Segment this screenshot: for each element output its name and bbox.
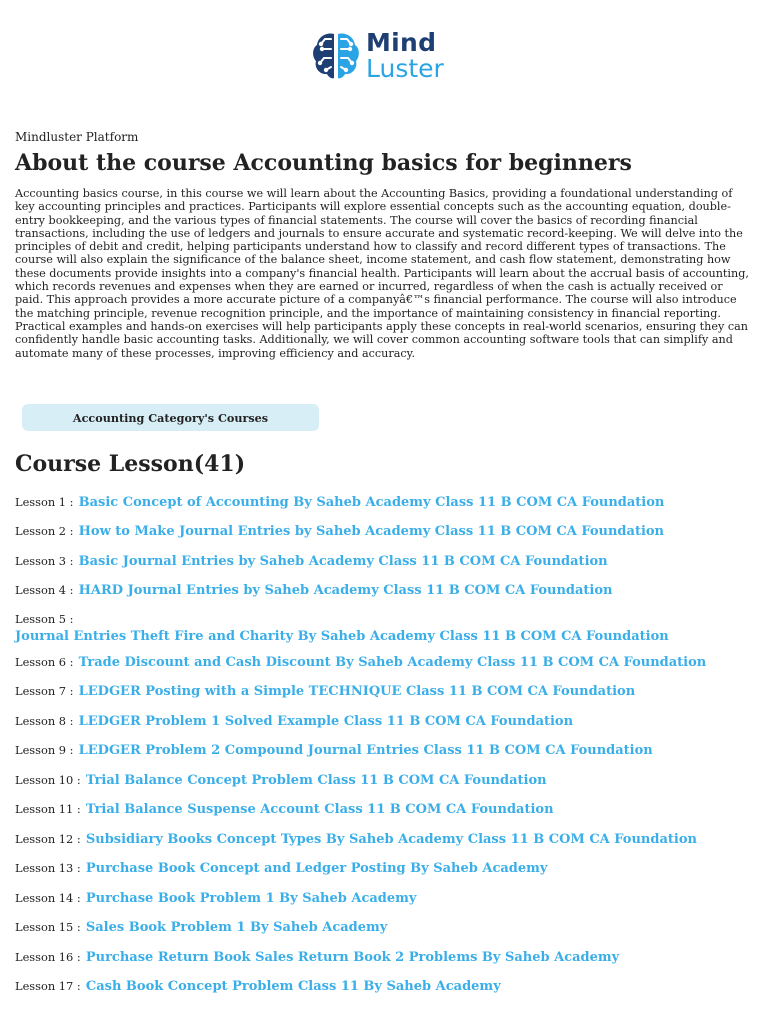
lesson-number: Lesson 8 : <box>15 714 74 728</box>
lesson-number: Lesson 1 : <box>15 495 74 509</box>
lesson-number: Lesson 12 : <box>15 832 81 846</box>
lesson-link[interactable]: Purchase Book Concept and Ledger Posting By Saheb Academy <box>85 861 548 876</box>
lesson-number: Lesson 2 : <box>15 524 74 538</box>
logo-wordmark <box>366 27 444 83</box>
brain-circuit-icon <box>311 29 361 81</box>
lesson-link[interactable]: Sales Book Problem 1 By Saheb Academy <box>85 920 388 935</box>
platform-label: Mindluster Platform <box>15 130 139 144</box>
lesson-item <box>15 798 554 817</box>
page-title: About the course Accounting basics for beginners <box>15 150 632 176</box>
lesson-item <box>15 975 501 994</box>
lesson-number: Lesson 15 : <box>15 920 81 934</box>
mindluster-logo[interactable] <box>311 26 461 84</box>
lesson-link[interactable]: LEDGER Problem 2 Compound Journal Entries Class 11 B COM CA Foundation <box>78 743 653 758</box>
lesson-link[interactable]: HARD Journal Entries by Saheb Academy Class 11 B COM CA Foundation <box>78 583 613 598</box>
lesson-item <box>15 491 664 510</box>
lesson-link[interactable]: Trial Balance Suspense Account Class 11 B COM CA Foundation <box>85 802 554 817</box>
lesson-item <box>15 769 547 788</box>
lesson-item <box>15 550 608 569</box>
lesson-link[interactable]: Trial Balance Concept Problem Class 11 B COM CA Foundation <box>85 773 547 788</box>
lesson-link[interactable]: Subsidiary Books Concept Types By Saheb Academy Class 11 B COM CA Foundation <box>85 832 697 847</box>
logo-word-mind: Mind <box>366 27 437 57</box>
lesson-number: Lesson 11 : <box>15 802 81 816</box>
lesson-number: Lesson 14 : <box>15 891 81 905</box>
lesson-item <box>15 680 635 699</box>
lesson-link[interactable]: Basic Journal Entries by Saheb Academy Class 11 B COM CA Foundation <box>78 554 608 569</box>
lesson-item <box>15 651 706 670</box>
logo-word-luster: Luster <box>366 53 444 83</box>
lesson-number: Lesson 13 : <box>15 861 81 875</box>
lesson-item <box>15 739 653 758</box>
lesson-number: Lesson 6 : <box>15 655 74 669</box>
lesson-link[interactable]: Journal Entries Theft Fire and Charity By Saheb Academy Class 11 B COM CA Foundation <box>15 629 669 644</box>
lesson-number: Lesson 16 : <box>15 950 81 964</box>
lesson-number: Lesson 4 : <box>15 583 74 597</box>
lesson-number: Lesson 5 : <box>15 612 74 626</box>
lesson-link[interactable]: LEDGER Problem 1 Solved Example Class 11 B COM CA Foundation <box>78 714 574 729</box>
lesson-number: Lesson 17 : <box>15 979 81 993</box>
lesson-number: Lesson 9 : <box>15 743 74 757</box>
lesson-item <box>15 887 416 906</box>
lesson-link[interactable]: Cash Book Concept Problem Class 11 By Saheb Academy <box>85 979 501 994</box>
lesson-item <box>15 828 697 847</box>
lesson-link[interactable]: Purchase Book Problem 1 By Saheb Academy <box>85 891 417 906</box>
lesson-link[interactable]: How to Make Journal Entries by Saheb Academy Class 11 B COM CA Foundation <box>78 524 665 539</box>
lesson-item <box>15 608 669 644</box>
lesson-link[interactable]: LEDGER Posting with a Simple TECHNIQUE Class 11 B COM CA Foundation <box>78 684 636 699</box>
lesson-link[interactable]: Purchase Return Book Sales Return Book 2 Problems By Saheb Academy <box>85 950 620 965</box>
lesson-item <box>15 857 547 876</box>
lesson-item <box>15 520 664 539</box>
lesson-number: Lesson 10 : <box>15 773 81 787</box>
course-description: Accounting basics course, in this course we will learn about the Accounting Basics, providing a foundational understanding of key accounting principles and practices. Participants will explore essential concepts such as the accounting equation, double-entry bookkeeping, and the various types of financial statements. The course will cover the basics of recording financial transactions, including the use of ledgers and journals to ensure accurate and systematic record-keeping. We will delve into the principles of debit and credit, helping participants understand how to classify and record different types of transactions. The course will also explain the significance of the balance sheet, income statement, and cash flow statement, demonstrating how these documents provide insights into a company's financial health. Participants will learn about the accrual basis of accounting, which records revenues and expenses when they are earned or incurred, regardless of when the cash is actually received or paid. This approach provides a more accurate picture of a companyâ€™s financial performance. The course will also introduce the matching principle, revenue recognition principle, and the importance of maintaining consistency in financial reporting. Practical examples and hands-on exercises will help participants apply these concepts in real-world scenarios, ensuring they can confidently handle basic accounting tasks. Additionally, we will cover common accounting software tools that can simplify and automate many of these processes, improving efficiency and accuracy. <box>15 187 749 360</box>
lesson-item <box>15 946 619 965</box>
lesson-number: Lesson 3 : <box>15 554 74 568</box>
lesson-link[interactable]: Trade Discount and Cash Discount By Saheb Academy Class 11 B COM CA Foundation <box>78 655 707 670</box>
lesson-item <box>15 916 387 935</box>
lesson-item <box>15 579 613 598</box>
lesson-number: Lesson 7 : <box>15 684 74 698</box>
category-courses-button[interactable]: Accounting Category's Courses <box>22 404 319 431</box>
lesson-item <box>15 710 573 729</box>
lesson-link[interactable]: Basic Concept of Accounting By Saheb Academy Class 11 B COM CA Foundation <box>78 495 665 510</box>
lessons-heading: Course Lesson(41) <box>15 451 246 477</box>
